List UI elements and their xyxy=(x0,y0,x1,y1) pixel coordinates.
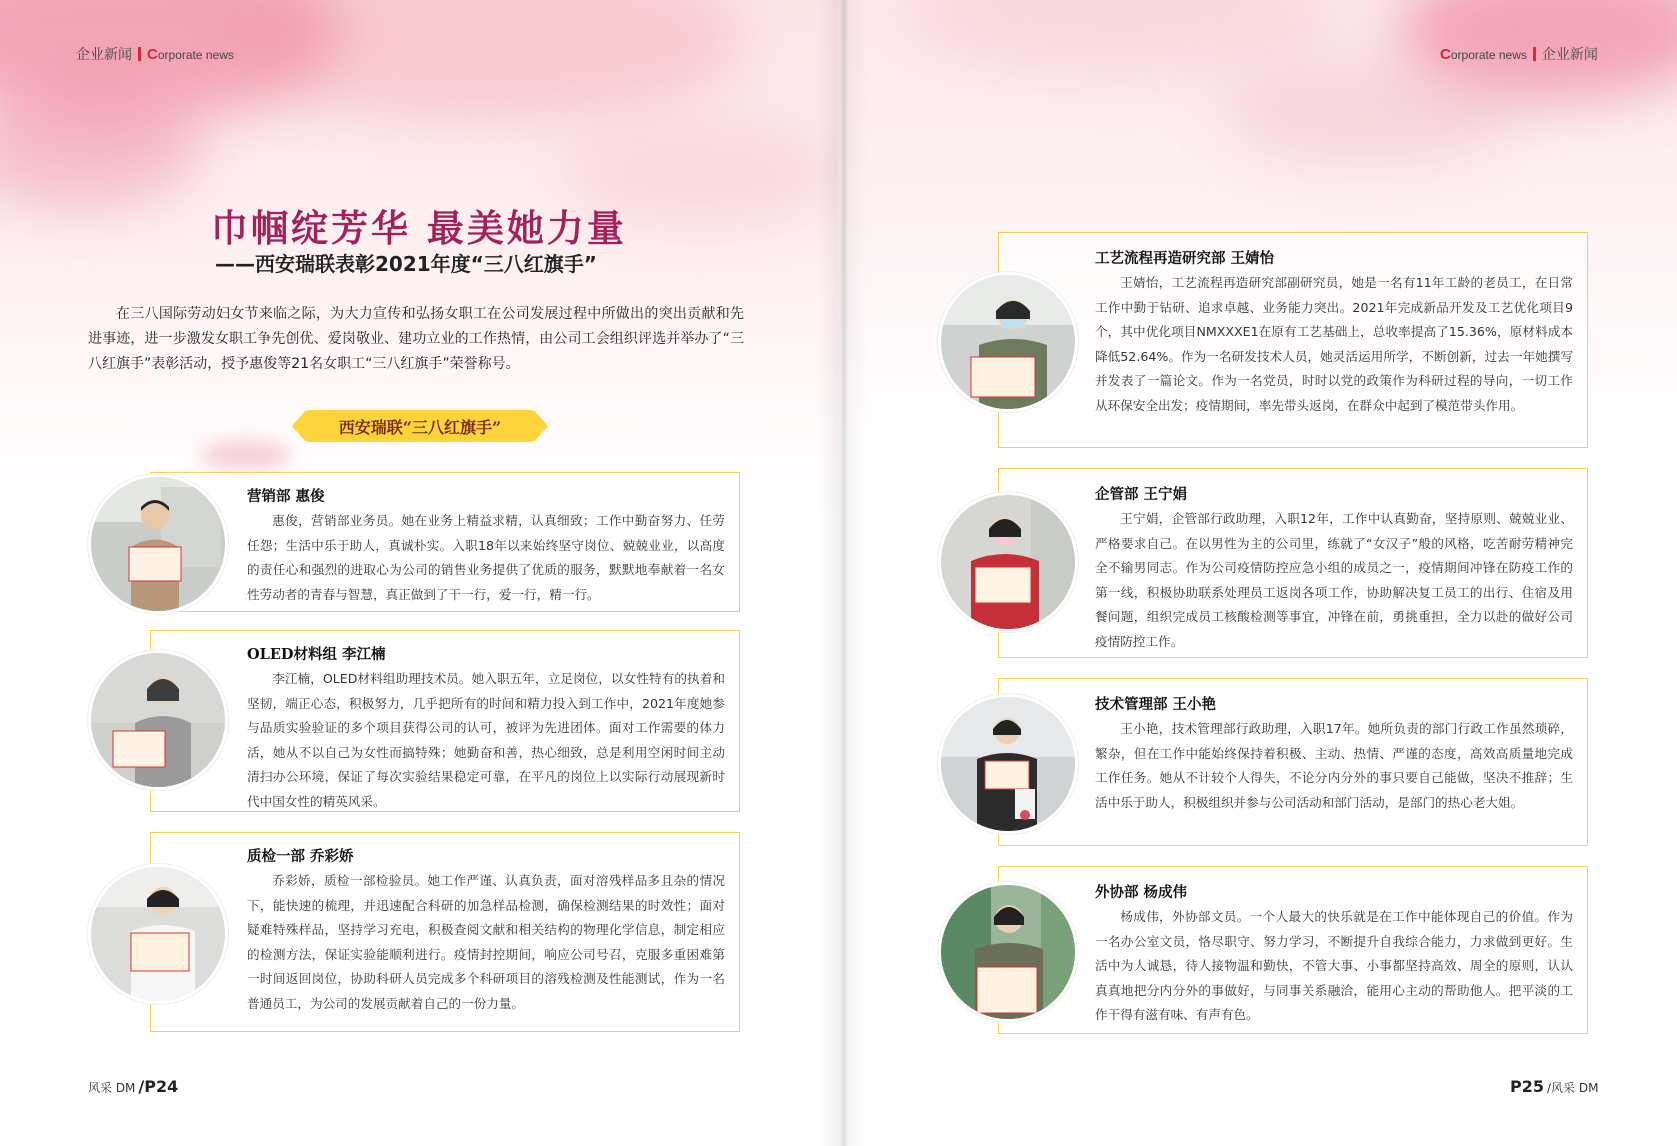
profile-photo xyxy=(938,272,1078,412)
intro-paragraph: 在三八国际劳动妇女节来临之际，为大力宣传和弘扬女职工在公司发展过程中所做出的突出贡献和先进事迹，进一步激发女职工争先创优、爱岗敬业、建功立业的工作热情，由公司工会组织评选并举办了“三八红旗手”表彰活动，授予惠俊等21名女职工“三八红旗手”荣誉称号。 xyxy=(88,306,744,372)
profile-text: 杨成伟，外协部文员。一个人最大的快乐就是在工作中能体现自己的价值。作为一名办公室文员，恪尽职守、努力学习，不断提升自我综合能力，力求做到更好。生活中为人诚恳，待人接物温和勤快，不管大事、小事都坚持高效、周全的原则，认认真真地把分内分外的事做好，与同事关系融洽，能用心主动的帮助他人。把平淡的工作干得有滋有味、有声有色。 xyxy=(1095,909,1573,1022)
page-number: P25 xyxy=(1510,1077,1544,1096)
header-divider xyxy=(138,47,141,61)
profile-name: OLED材料组 李江楠 xyxy=(247,646,386,663)
profile-photo xyxy=(88,650,228,790)
profile-name: 企管部 王宁娟 xyxy=(1095,486,1188,503)
profile-photo xyxy=(88,864,228,1004)
profile-text: 乔彩娇，质检一部检验员。她工作严谨、认真负责，面对溶残样品多且杂的情况下，能快速的梳理，并迅速配合科研的加急样品检测，确保检测结果的时效性；面对疑难特殊样品，坚持学习充电，积极查阅文献和相关结构的物理化学信息，制定相应的检测方法，保证实验能顺利进行。疫情封控期间，响应公司号召，克服多重困难第一时间返回岗位，协助科研人员完成多个科研项目的溶残检测及性能测试，作为一名普通员工，为公司的发展贡献着自己的一份力量。 xyxy=(247,873,725,1011)
profile-text: 王宁娟，企管部行政助理，入职12年，工作中认真勤奋，坚持原则、兢兢业业、严格要求自己。在以男性为主的公司里，练就了“女汉子”般的风格，吃苦耐劳精神完全不输男同志。作为公司疫情防控应急小组的成员之一，疫情期间冲锋在防疫工作的第一线，积极协助联系处理员工返岗各项工作，协助解决复工员工的出行、住宿及用餐问题，组织完成员工核酸检测等事宜，冲锋在前，勇挑重担，全力以赴的做好公司疫情防控工作。 xyxy=(1095,511,1573,649)
profile-card xyxy=(150,472,740,612)
footer-label: /风采 DM xyxy=(1547,1081,1599,1095)
profile-card xyxy=(150,832,740,1032)
header-cn: 企业新闻 xyxy=(1541,47,1598,63)
profile-name: 质检一部 乔彩娇 xyxy=(247,848,354,865)
profile-name: 营销部 惠俊 xyxy=(247,488,325,505)
profile-name: 技术管理部 王小艳 xyxy=(1095,696,1217,713)
header-en: Corporate news xyxy=(147,45,234,63)
page-header xyxy=(1440,44,1598,64)
header-divider xyxy=(1533,47,1536,61)
header-cn: 企业新闻 xyxy=(76,47,132,63)
profile-card xyxy=(998,232,1588,448)
right-page xyxy=(838,0,1677,1146)
profile-text: 李江楠，OLED材料组助理技术员。她入职五年，立足岗位，以女性特有的执着和坚韧，端正心态，积极努力，几乎把所有的时间和精力投入到工作中，2021年度她参与品质实验验证的多个项目获得公司的认可，被评为先进团体。面对工作需要的体力活，她从不以自己为女性而搞特殊；她勤奋和善，热心细致，总是利用空闲时间主动清扫办公环境，保证了每次实验结果稳定可靠，在平凡的岗位上以实际行动展现新时代中国女性的精英风采。 xyxy=(247,671,725,809)
profile-card xyxy=(998,866,1588,1034)
profile-text: 惠俊，营销部业务员。她在业务上精益求精，认真细致；工作中勤奋努力、任劳任怨；生活中乐于助人，真诚朴实。入职18年以来始终坚守岗位、兢兢业业，以高度的责任心和强烈的进取心为公司的销售业务提供了优质的服务，默默地奉献着一名女性劳动者的青春与智慧，真正做到了干一行，爱一行，精一行。 xyxy=(247,513,725,602)
left-page xyxy=(0,0,838,1146)
profile-text: 王小艳，技术管理部行政助理，入职17年。她所负责的部门行政工作虽然琐碎，繁杂，但在工作中能始终保持着积极、主动、热情、严谨的态度，高效高质量地完成工作任务。她从不计较个人得失，不论分内分外的事只要自己能做，坚决不推辞；生活中乐于助人，积极组织并参与公司活动和部门活动，是部门的热心老大姐。 xyxy=(1095,721,1573,810)
profile-text: 王婧怡，工艺流程再造研究部副研究员，她是一名有11年工龄的老员工，在日常工作中勤于钻研、追求卓越、业务能力突出。2021年完成新品开发及工艺优化项目9个，其中优化项目NMXXXE1在原有工艺基础上，总收率提高了15.36%，原材料成本降低52.64%。作为一名研发技术人员，她灵活运用所学，不断创新，过去一年她撰写并发表了一篇论文。作为一名党员，时时以党的政策作为科研过程的导向，一切工作从环保安全出发；疫情期间，率先带头返岗，在群众中起到了模范带头作用。 xyxy=(1095,275,1573,413)
profile-photo xyxy=(938,694,1078,834)
page-header xyxy=(76,44,234,64)
profile-photo xyxy=(938,492,1078,632)
profile-photo xyxy=(88,474,228,614)
page-footer xyxy=(1510,1077,1598,1096)
header-en: Corporate news xyxy=(1440,45,1527,63)
profile-name: 外协部 杨成伟 xyxy=(1095,884,1188,901)
article-title: 巾帼绽芳华 最美她力量 xyxy=(211,206,627,250)
page-number: /P24 xyxy=(138,1077,179,1096)
profile-card xyxy=(150,630,740,812)
article-subtitle: ——西安瑞联表彰2021年度“三八红旗手” xyxy=(215,252,597,276)
profile-card xyxy=(998,678,1588,846)
profile-card xyxy=(998,468,1588,658)
footer-label: 风采 DM xyxy=(88,1081,136,1095)
profile-name: 工艺流程再造研究部 王婧怡 xyxy=(1095,250,1275,267)
page-footer xyxy=(88,1077,178,1096)
profile-photo xyxy=(938,882,1078,1022)
section-tag: 西安瑞联“三八红旗手” xyxy=(306,410,534,442)
